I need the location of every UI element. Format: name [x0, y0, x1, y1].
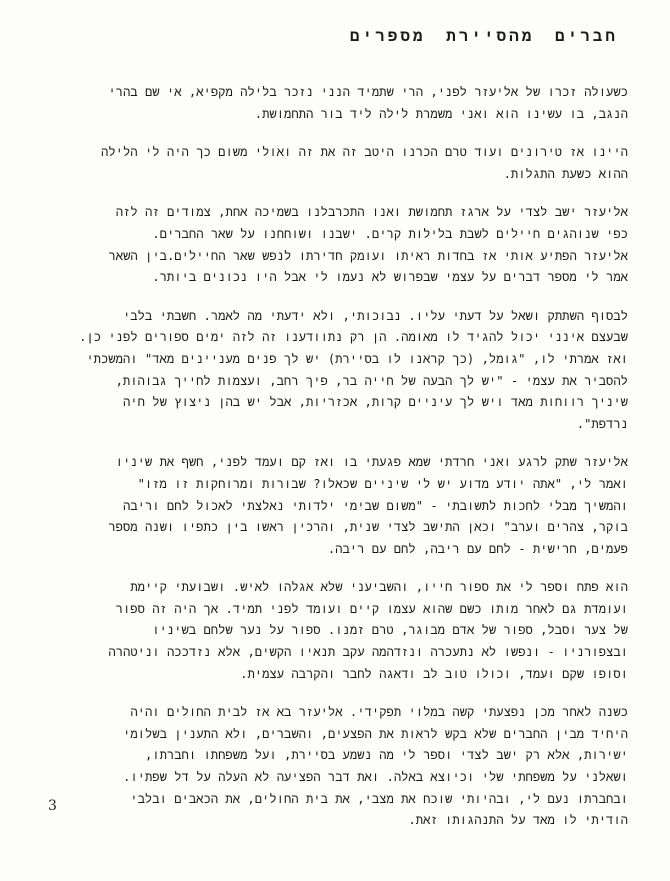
text-line: כפי שנוהגים חיילים לשבת בלילות קרים. ישבנו ושוחחנו על שאר החברים.: [152, 226, 628, 241]
text-line: ובחברתו נעם לי, ובהיותי שוכח את מצבי, את בית החולים, את הכאבים ובלבי: [130, 791, 628, 806]
text-line: ובצפורניו - ונפשו לא נתעכרה ונזדהמה עקב תנאיו הקשים, אלא נזדככה וניטהרה: [108, 645, 628, 660]
page-number: 3: [48, 798, 57, 814]
text-line: ואז אמרתי לו, "גומל, (כך קראנו לו בסיירת) יש לך פנים מעניינים מאד" והמשכתי: [86, 351, 628, 366]
text-line: להסביר את עצמי - "יש לך הבעה של חייה בר, פיך רחב, ועצמות לחייך גבוהות,: [115, 373, 628, 388]
text-line: היחיד מבין החברים שלא בקש לראות את הפצעים, והשברים, ולא התענין בשלומי: [123, 726, 628, 741]
text-line: ושאלני על משפחתי שלי וכיוצא באלה. ואת דבר הפציעה לא העלה על דל שפתיו.: [122, 770, 628, 785]
body-text: [30, 82, 628, 849]
text-line: אליעזר הפתיע אותי אז בחדות ראיתו ועומק חדירתו לנפש שאר החיילים.בין השאר: [108, 248, 628, 263]
paragraph: [30, 452, 628, 560]
text-line: היינו אז טירונים ועוד טרם הכרנו היטב זה את זה ואולי משום כך היה לי הלילה: [101, 145, 628, 160]
text-line: ועומדת גם לאחר מותו כשם שהוא עצמו קיים ועומד לפני תמיד. אך היה זה ספור: [115, 601, 628, 616]
paragraph: [30, 82, 628, 125]
paragraph: [30, 142, 628, 185]
page-title: חברים מהסיירת מספרים: [349, 26, 618, 45]
text-line: נרדפת".: [576, 416, 628, 431]
text-line: של צער וסבל, ספור של אדם מבוגר, טרם זמנו. ספור על נער שלחם בשיניו: [152, 623, 628, 638]
paragraph: [30, 202, 628, 288]
text-line: וסופו שקם ועמד, וכולו טוב לב ודאגה לחבר והקרבה עצמית.: [240, 666, 628, 681]
text-line: ואמר לי, "אתה יודע מדוע יש לי שיניים שכאלו? שבורות ומרוחקות זו מזו": [137, 476, 628, 491]
text-line: אליעזר שתק לרגע ואני חרדתי שמא פגעתי בו ואז קם ועמד לפני, חשף את שיניו: [115, 455, 628, 470]
text-line: ההוא כשעת התגלות.: [503, 166, 628, 181]
text-line: בוקר, צהרים וערב" וכאן התישב לצדי שנית, והרכין ראשו בין כתפיו ושנה מספר: [108, 520, 628, 535]
text-line: אמר לי מספר דברים על עצמי שבפרוש לא נעמו לי אבל היו נכונים ביותר.: [152, 270, 628, 285]
text-line: כשנה לאחר מכן נפצעתי קשה במלוי תפקידי. אליעזר בא אז לבית החולים והיה: [130, 705, 628, 720]
paragraph: [30, 702, 628, 832]
text-line: כשעולה זכרו של אליעזר לפני, הרי שתמיד הנני נזכר בלילה מקפיא, אי שם בהרי: [108, 85, 628, 99]
text-line: הוא פתח וספר לי את ספור חייו, והשביעני שלא אגלהו לאיש. ושבועתי קיימת: [130, 580, 628, 595]
text-line: והמשיך מבלי לחכות לתשובתי - "משום שבימי ילדותי נאלצתי לאכול לחם וריבה: [123, 498, 628, 513]
text-line: לבסוף השתתק ושאל על דעתי עליו. נבוכותי, ולא ידעתי מה לאמר. חשבתי בלבי: [122, 308, 628, 323]
text-line: פעמים, חרישית - לחם עם ריבה, לחם עם ריבה.: [327, 541, 628, 556]
text-line: שבעצם אינני יכול להגיד לו מאומה. הן רק נתוודענו זה לזה ימים ספורים לפני כן.: [79, 330, 628, 345]
text-line: ישירות, אלא רק ישב לצדי וספר לי מה נשמע בסיירת, ועל משפחתו וחברתו,: [144, 748, 628, 763]
text-line: אליעזר ישב לצדי על ארגז תחמושת ואנו התכרבלנו בשמיכה אחת, צמודים זה לזה: [115, 205, 628, 220]
text-line: הודיתי לו מאד על התנהגותו זאת.: [408, 813, 628, 828]
text-line: הנגב, בו עשינו הוא ואני משמרת לילה ליד בור התחמושת.: [254, 106, 628, 121]
paragraph: [30, 577, 628, 685]
paragraph: [30, 306, 628, 436]
text-line: שיניך רווחות מאד ויש לך עיניים קרות, אכזריות, אבל יש בהן ניצוץ של חיה: [122, 395, 628, 410]
